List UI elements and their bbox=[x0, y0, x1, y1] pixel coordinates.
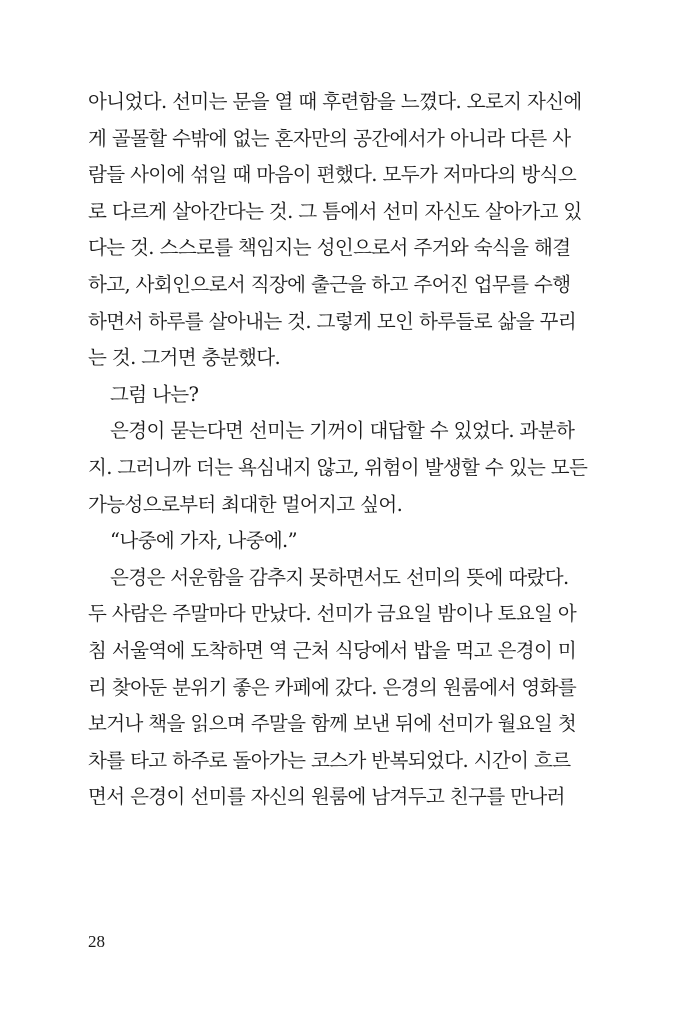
body-text bbox=[88, 84, 588, 816]
text-line: 는 것. 그거면 충분했다. bbox=[88, 346, 281, 370]
text-line: 은경은 서운함을 감추지 못하면서도 선미의 뜻에 따랐다. bbox=[110, 565, 569, 589]
text-line: 로 다르게 살아간다는 것. 그 틈에서 선미 자신도 살아가고 있 bbox=[88, 199, 582, 223]
text-line: 람들 사이에 섞일 때 마음이 편했다. 모두가 저마다의 방식으 bbox=[88, 163, 577, 187]
text-line: 아니었다. 선미는 문을 열 때 후련함을 느꼈다. 오로지 자신에 bbox=[88, 90, 582, 113]
text-line: 면서 은경이 선미를 자신의 원룸에 남겨두고 친구를 만나러 bbox=[88, 785, 565, 809]
text-line: 다는 것. 스스로를 책임지는 성인으로서 주거와 숙식을 해결 bbox=[88, 236, 571, 260]
text-line: “나중에 가자, 나중에.” bbox=[110, 529, 298, 553]
page-number: 28 bbox=[88, 932, 105, 951]
text-line: 리 찾아둔 분위기 좋은 카페에 갔다. 은경의 원룸에서 영화를 bbox=[88, 675, 577, 699]
text-line: 하면서 하루를 살아내는 것. 그렇게 모인 하루들로 삶을 꾸리 bbox=[88, 309, 577, 333]
text-line: 침 서울역에 도착하면 역 근처 식당에서 밥을 먹고 은경이 미 bbox=[88, 638, 577, 662]
text-line: 지. 그러니까 더는 욕심내지 않고, 위험이 발생할 수 있는 모든 bbox=[88, 455, 588, 479]
text-line: 두 사람은 주말마다 만났다. 선미가 금요일 밤이나 토요일 아 bbox=[88, 602, 577, 626]
text-line: 그럼 나는? bbox=[110, 382, 199, 406]
text-line: 하고, 사회인으로서 직장에 출근을 하고 주어진 업무를 수행 bbox=[88, 272, 571, 296]
text-line: 차를 타고 하주로 돌아가는 코스가 반복되었다. 시간이 흐르 bbox=[88, 748, 571, 772]
text-line: 은경이 묻는다면 선미는 기꺼이 대답할 수 있었다. 과분하 bbox=[110, 419, 575, 443]
text-line: 보거나 책을 읽으며 주말을 함께 보낸 뒤에 선미가 월요일 첫 bbox=[88, 712, 577, 736]
text-line: 게 골몰할 수밖에 없는 혼자만의 공간에서가 아니라 다른 사 bbox=[88, 126, 571, 150]
text-line: 가능성으로부터 최대한 멀어지고 싶어. bbox=[88, 492, 403, 516]
